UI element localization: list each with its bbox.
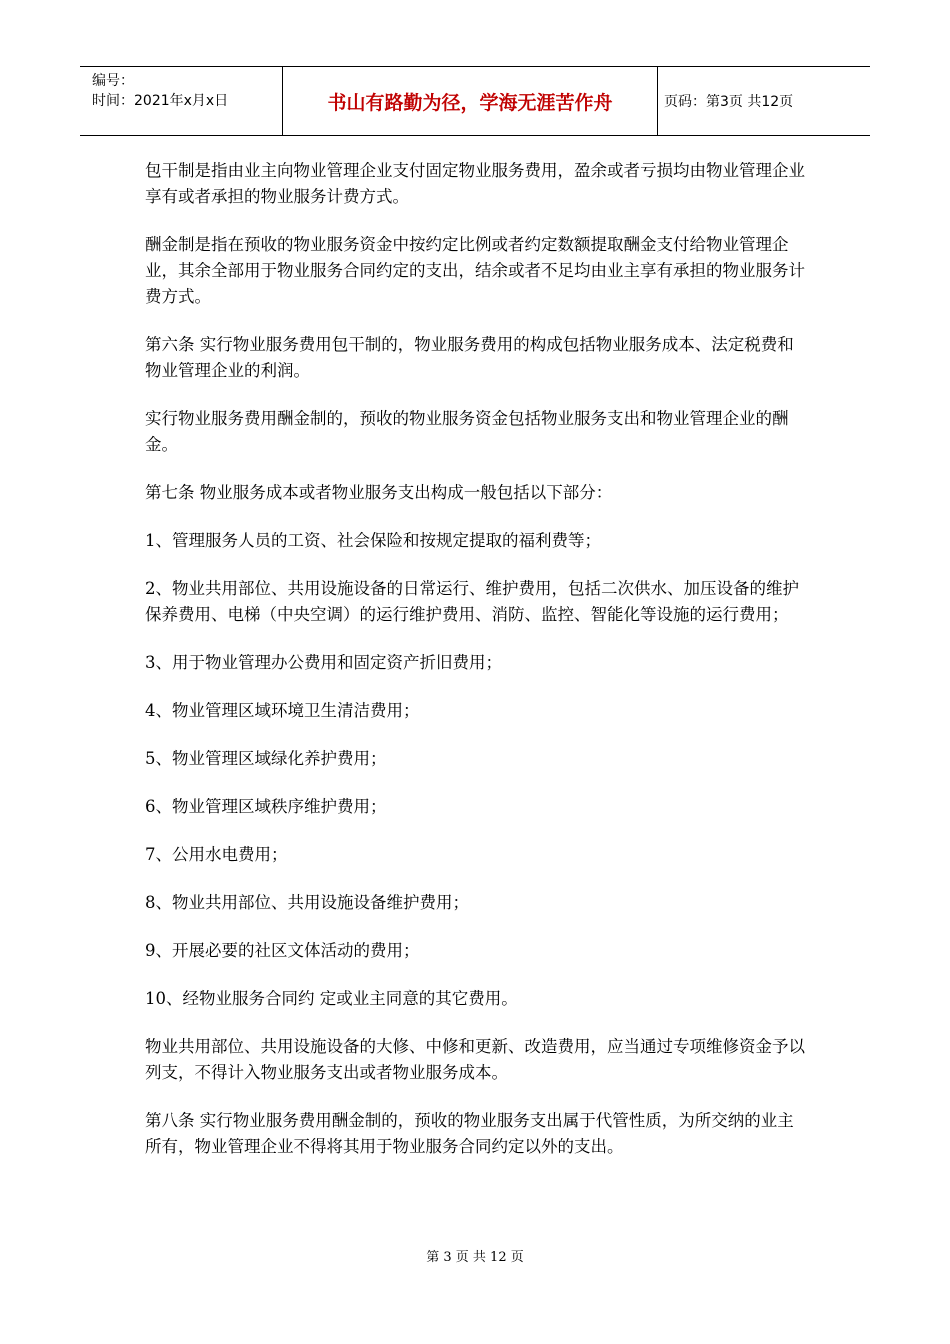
page-footer: 第 3 页 共 12 页 bbox=[426, 1250, 524, 1265]
document-body bbox=[145, 158, 805, 1182]
paragraph: 第八条 实行物业服务费用酬金制的，预收的物业服务支出属于代管性质，为所交纳的业主所有，物业管理企业不得将其用于物业服务合同约定以外的支出。 bbox=[145, 1111, 794, 1156]
page-header bbox=[80, 66, 870, 136]
list-item: 7、公用水电费用； bbox=[145, 845, 288, 864]
document-time-label: 时间：2021年x月x日 bbox=[92, 93, 229, 109]
paragraph: 酬金制是指在预收的物业服务资金中按约定比例或者约定数额提取酬金支付给物业管理企业，其余全部用于物业服务合同约定的支出，结余或者不足均由业主享有承担的物业服务计费方式。 bbox=[145, 235, 805, 306]
paragraph: 第六条 实行物业服务费用包干制的，物业服务费用的构成包括物业服务成本、法定税费和物业管理企业的利润。 bbox=[145, 335, 794, 380]
paragraph: 物业共用部位、共用设施设备的大修、中修和更新、改造费用，应当通过专项维修资金予以列支，不得计入物业服务支出或者物业服务成本。 bbox=[145, 1037, 805, 1082]
list-item: 10、经物业服务合同约 定或业主同意的其它费用。 bbox=[145, 989, 518, 1008]
list-item: 8、物业共用部位、共用设施设备维护费用； bbox=[145, 893, 469, 912]
header-motto: 书山有路勤为径，学海无涯苦作舟 bbox=[283, 67, 658, 135]
paragraph: 第七条 物业服务成本或者物业服务支出构成一般包括以下部分： bbox=[145, 483, 613, 502]
header-meta bbox=[80, 67, 283, 135]
paragraph: 包干制是指由业主向物业管理企业支付固定物业服务费用，盈余或者亏损均由物业管理企业享有或者承担的物业服务计费方式。 bbox=[145, 161, 805, 206]
list-item: 2、物业共用部位、共用设施设备的日常运行、维护费用，包括二次供水、加压设备的维护保养费用、电梯（中央空调）的运行维护费用、消防、监控、智能化等设施的运行费用； bbox=[145, 579, 799, 624]
document-number-label: 编号： bbox=[92, 73, 134, 89]
list-item: 4、物业管理区域环境卫生清洁费用； bbox=[145, 701, 420, 720]
list-item: 1、管理服务人员的工资、社会保险和按规定提取的福利费等； bbox=[145, 531, 601, 550]
list-item: 5、物业管理区域绿化养护费用； bbox=[145, 749, 387, 768]
list-item: 3、用于物业管理办公费用和固定资产折旧费用； bbox=[145, 653, 502, 672]
list-item: 9、开展必要的社区文体活动的费用； bbox=[145, 941, 420, 960]
header-page-info: 页码：第3页 共12页 bbox=[664, 94, 794, 110]
paragraph: 实行物业服务费用酬金制的，预收的物业服务资金包括物业服务支出和物业管理企业的酬金。 bbox=[145, 409, 789, 454]
list-item: 6、物业管理区域秩序维护费用； bbox=[145, 797, 387, 816]
